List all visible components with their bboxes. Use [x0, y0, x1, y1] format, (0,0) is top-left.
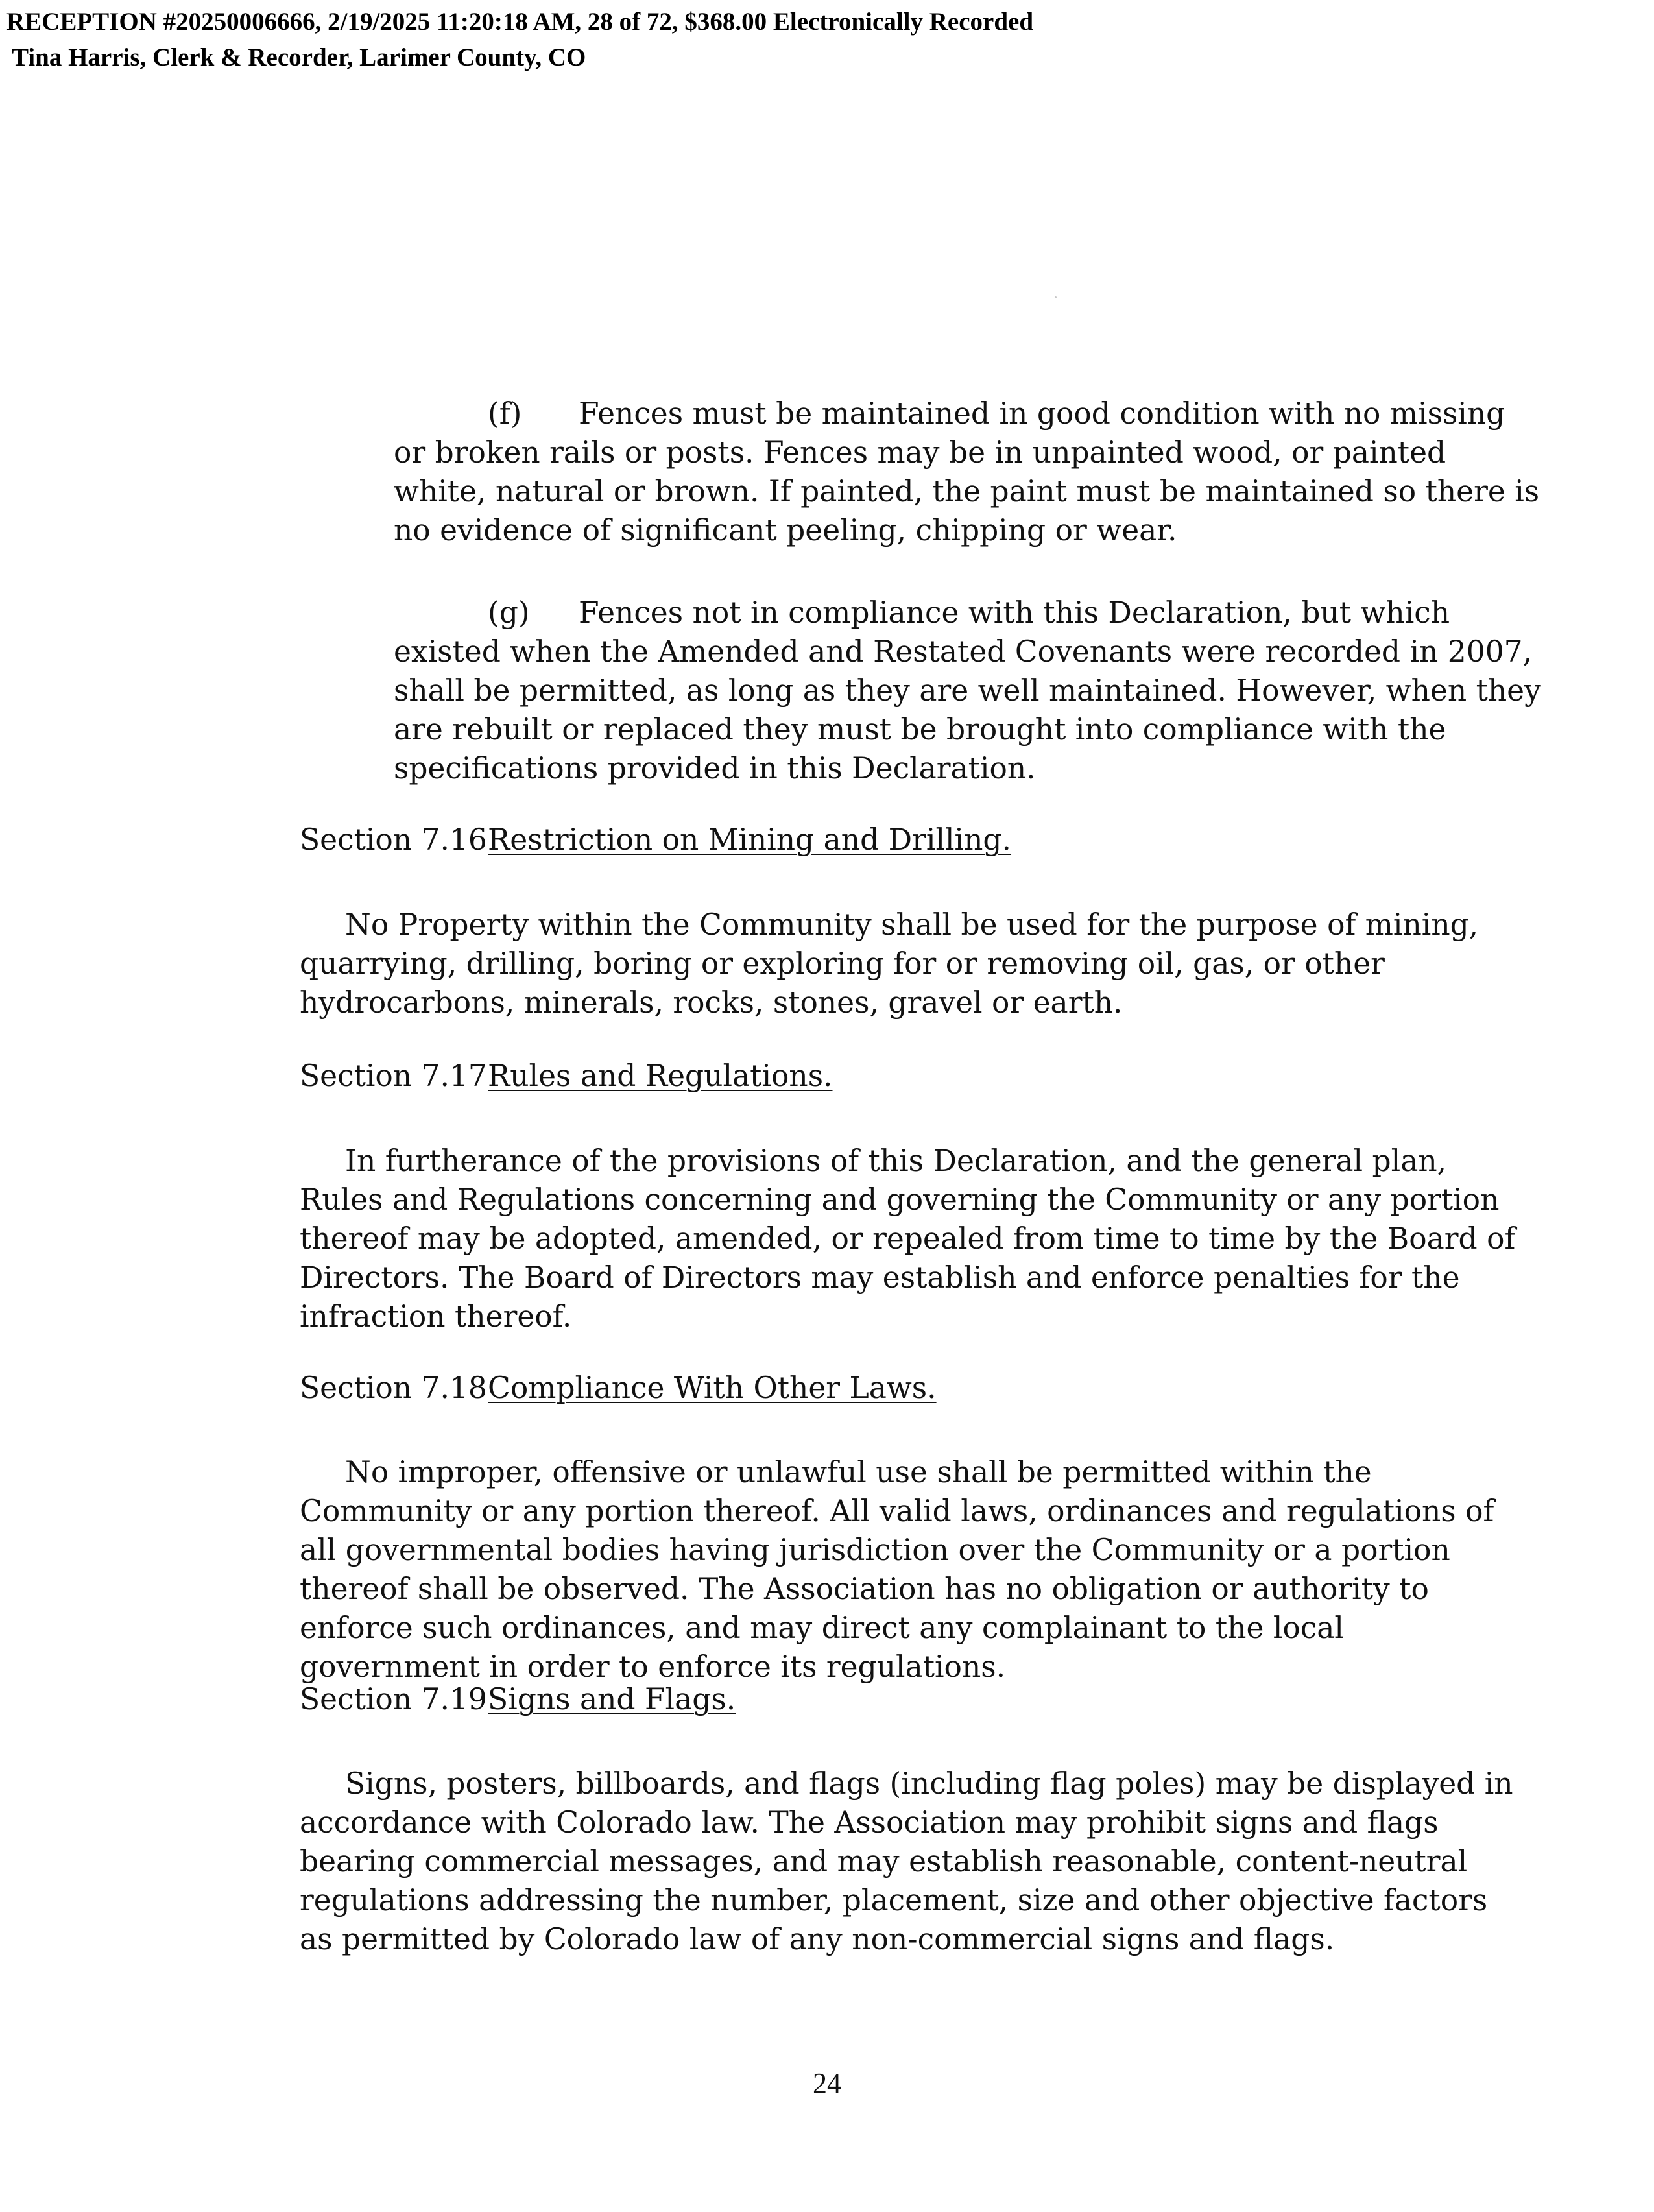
section-7-17-heading	[300, 1057, 833, 1096]
section-7-16-number: Section 7.16	[300, 823, 487, 857]
subsection-f	[394, 394, 1542, 550]
subsection-f-text: Fences must be maintained in good condition with no missing or broken rails or posts. Fences may be in unpainted wood, or painted white, natural or brown. If painted, the paint must be maintained so there is no evidence of significant peeling, chipping or wear.	[394, 396, 1540, 547]
section-7-16-body: No Property within the Community shall be used for the purpose of mining, quarrying, drilling, boring or exploring for or removing oil, gas, or other hydrocarbons, minerals, rocks, stones, gravel or earth.	[300, 908, 1479, 1020]
section-7-17-body: In furtherance of the provisions of this Declaration, and the general plan, Rules and Regulations concerning and governing the Community or any portion thereof may be adopted, amended, or repealed from time to time by the Board of Directors. The Board of Directors may establish and enforce penalties for the infraction thereof.	[300, 1144, 1516, 1334]
recording-stamp-line-2: Tina Harris, Clerk & Recorder, Larimer County, CO	[12, 43, 586, 71]
section-7-17-number: Section 7.17	[300, 1059, 487, 1093]
subsection-g-text: Fences not in compliance with this Declaration, but which existed when the Amended and Restated Covenants were recorded in 2007, shall be permitted, as long as they are well maintained. However, when they are rebuilt or replaced they must be brought into compliance with the specifications provided in this Declaration.	[394, 595, 1541, 786]
section-7-16-heading	[300, 821, 1011, 860]
section-7-17-title: Rules and Regulations.	[488, 1059, 833, 1093]
section-7-18-body: No improper, offensive or unlawful use shall be permitted within the Community or any portion thereof. All valid laws, ordinances and regulations of all governmental bodies having jurisdiction over the Community or a portion thereof shall be observed. The Association has no obligation or authority to enforce such ordinances, and may direct any complainant to the local government in order to enforce its regulations.	[300, 1455, 1494, 1684]
section-7-19-title: Signs and Flags.	[488, 1682, 736, 1716]
page-number: 24	[813, 2067, 841, 2099]
section-7-19-number: Section 7.19	[300, 1682, 487, 1716]
scan-speck	[1055, 296, 1057, 298]
subsection-g-marker: (g)	[488, 595, 530, 630]
subsection-g	[394, 594, 1542, 788]
recording-stamp-line-1: RECEPTION #20250006666, 2/19/2025 11:20:18 AM, 28 of 72, $368.00 Electronically Recorded	[6, 8, 1034, 36]
section-7-18-title: Compliance With Other Laws.	[488, 1371, 937, 1405]
section-7-18-heading	[300, 1369, 937, 1408]
section-7-19-heading	[300, 1680, 736, 1719]
subsection-f-marker: (f)	[488, 396, 522, 431]
recording-stamp	[6, 4, 1033, 75]
section-7-16-title: Restriction on Mining and Drilling.	[488, 823, 1012, 857]
section-7-19-body: Signs, posters, billboards, and flags (including flag poles) may be displayed in accordance with Colorado law. The Association may prohibit signs and flags bearing commercial messages, and may establish reasonable, content-neutral regulations addressing the number, placement, size and other objective factors as permitted by Colorado law of any non-commercial signs and flags.	[300, 1766, 1513, 1956]
section-7-18-number: Section 7.18	[300, 1371, 487, 1405]
